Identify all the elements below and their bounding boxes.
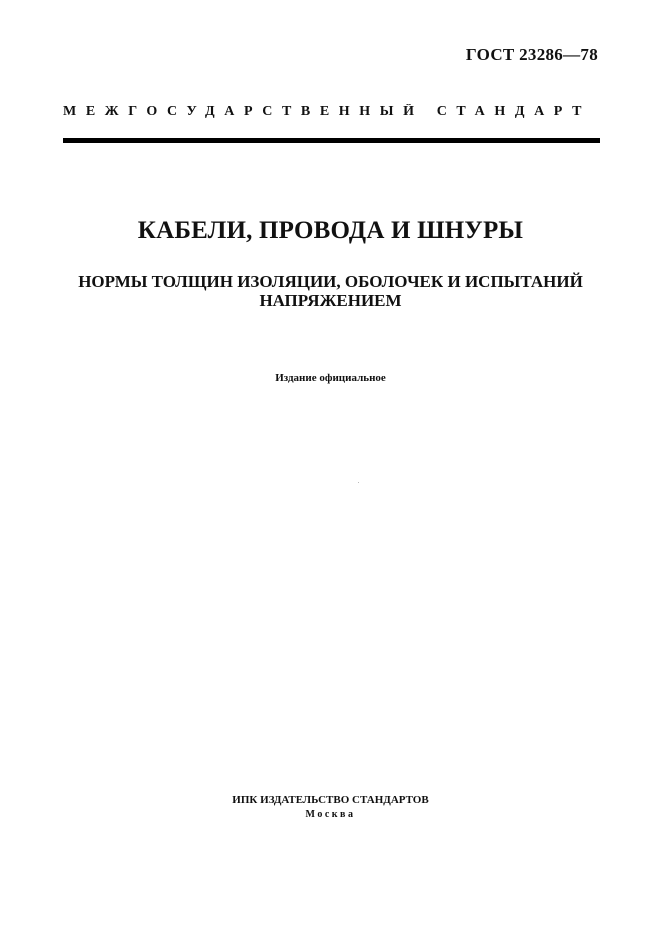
document-number: ГОСТ 23286—78 [465, 45, 598, 64]
standard-type-heading: МЕЖГОСУДАРСТВЕННЫЙ СТАНДАРТ [63, 104, 592, 119]
subtitle-line-1: НОРМЫ ТОЛЩИН ИЗОЛЯЦИИ, ОБОЛОЧЕК И ИСПЫТАНИЙ [78, 272, 583, 291]
document-subtitle [40, 272, 621, 310]
edition-note: Издание официальное [275, 372, 386, 384]
document-title: КАБЕЛИ, ПРОВОДА И ШНУРЫ [137, 217, 524, 244]
subtitle-line-2: НАПРЯЖЕНИЕМ [259, 291, 402, 310]
header-divider [63, 138, 600, 143]
publisher-city: Москва [305, 809, 356, 820]
scan-speck [358, 482, 359, 483]
publisher-name: ИПК ИЗДАТЕЛЬСТВО СТАНДАРТОВ [232, 794, 429, 806]
